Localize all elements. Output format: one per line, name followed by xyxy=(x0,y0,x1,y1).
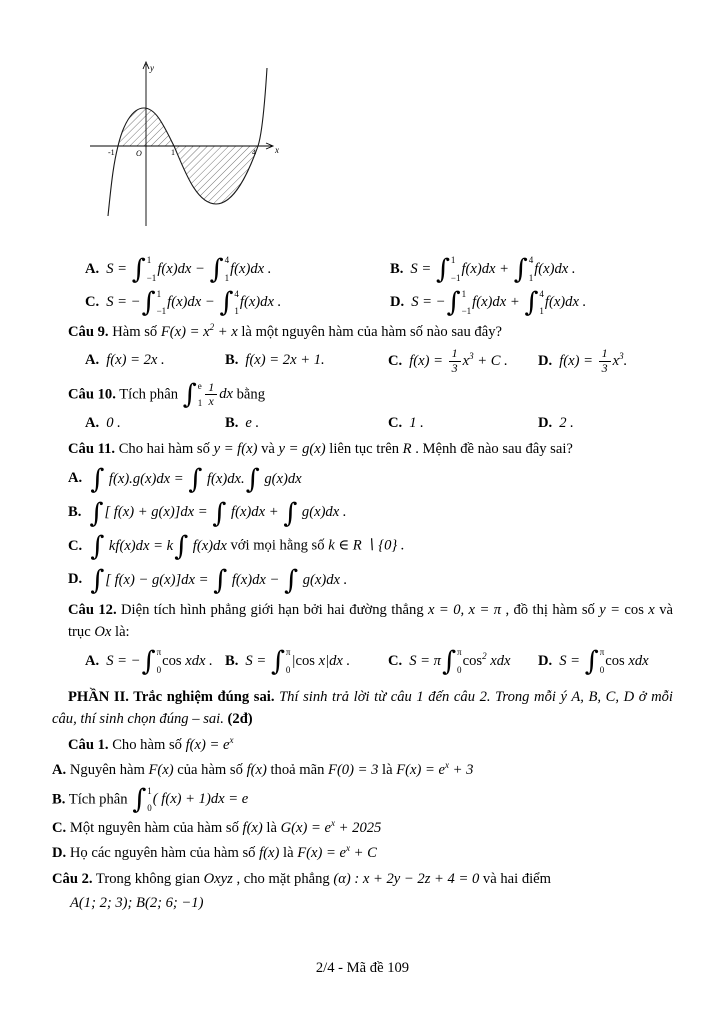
option-q12-A xyxy=(85,646,225,677)
q8-options-row-2 xyxy=(52,288,673,319)
option-q12-C xyxy=(388,646,538,677)
option-label: C. xyxy=(68,537,83,554)
part2-q1-option-A: A. Nguyên hàm F(x) của hàm số f(x) thoả mãn F(0) = 3 là $F(x) = e^x + 3$ xyxy=(52,759,474,778)
option-label: B. xyxy=(225,352,239,369)
part2-q1-option-C: C. Một nguyên hàm của hàm số f(x) là $G(x) = e^x + 2025$ xyxy=(52,818,382,837)
option-label: D. xyxy=(390,294,405,311)
q12-options xyxy=(52,646,673,677)
option-math: S = − ∫ 1 −1 f(x)dx + ∫ 4 1 f(x)dx . xyxy=(411,287,587,319)
option-content: ∫ kf(x)dx = k ∫ f(x)dx với mọi hằng số k ∈ R ∖ {0} . xyxy=(90,531,405,563)
option-math: f(x) = 2x + 1. xyxy=(245,352,325,369)
option-q11-D xyxy=(52,565,673,596)
part2-q1-option-B: B. Tích phân ∫ 1 0 ( f(x) + 1)dx = e xyxy=(52,784,249,816)
option-math: S = π ∫ π 0 $\cos^2$ xdx xyxy=(409,646,511,678)
option-q12-D xyxy=(538,646,649,677)
option-q8-D xyxy=(390,288,586,319)
option-math: S = ∫ 1 −1 f(x)dx − ∫ 4 1 f(x)dx . xyxy=(106,253,272,285)
tick-label-1: 1 xyxy=(171,148,175,157)
option-q11-B xyxy=(52,498,673,529)
option-label: D. xyxy=(538,653,553,670)
option-math: S = ∫ π 0 |cos x|dx . xyxy=(245,646,351,678)
page-footer: 2/4 - Mã đề 109 xyxy=(315,960,410,977)
q10-options xyxy=(52,413,673,435)
tick-label-4: 4 xyxy=(252,148,256,157)
option-q8-A xyxy=(85,254,390,285)
option-math: 0 . xyxy=(106,415,121,432)
option-math: e . xyxy=(245,415,260,432)
option-math: S = − ∫ π 0 cos xdx . xyxy=(106,646,213,678)
option-content: ∫ [ f(x) − g(x)]dx = ∫ f(x)dx − ∫ g(x)dx . xyxy=(90,564,348,596)
option-label: A. xyxy=(68,470,83,487)
y-axis-label: y xyxy=(150,63,154,73)
option-label: C. xyxy=(388,415,403,432)
option-q8-C xyxy=(85,288,390,319)
option-label: C. xyxy=(388,352,403,369)
option-content: ∫ f(x).g(x)dx = ∫ f(x)dx. ∫ g(x)dx xyxy=(90,463,302,495)
option-math: f(x) = 2x . xyxy=(106,352,165,369)
option-q11-C xyxy=(52,531,673,562)
option-math: 2 . xyxy=(559,415,574,432)
option-math: f(x) = $\frac{1}{3}$ $x^3$. xyxy=(559,346,628,375)
option-q10-C xyxy=(388,413,538,435)
origin-label: O xyxy=(136,149,142,158)
option-label: D. xyxy=(538,415,553,432)
option-label: B. xyxy=(225,653,239,670)
function-graph-svg xyxy=(76,58,286,236)
option-label: D. xyxy=(538,352,553,369)
part2-q2-stem: Câu 2. Trong không gian Oxyz , cho mặt phẳng (α) : x + 2y − 2z + 4 = 0 và hai điểm xyxy=(52,871,552,888)
part2-q1-option-D: D. Họ các nguyên hàm của hàm số f(x) là $F(x) = e^x + C$ xyxy=(52,843,377,862)
option-label: C. xyxy=(85,294,100,311)
option-q12-B xyxy=(225,646,388,677)
q11-stem: Câu 11. Cho hai hàm số y = f(x) và y = g(x) liên tục trên R . Mệnh đề nào sau đây sai? xyxy=(68,441,573,458)
q9-stem: Câu 9. Hàm số $F(x) = x^2 + x$ là một nguyên hàm của hàm số nào sau đây? xyxy=(68,322,502,341)
option-math: S = ∫ 1 −1 f(x)dx + ∫ 4 1 f(x)dx . xyxy=(410,253,576,285)
q12-stem: Câu 12. Diện tích hình phẳng giới hạn bởi hai đường thẳng x = 0, x = π , đồ thị hàm số y = cos x và trục Ox là: xyxy=(68,601,673,640)
option-label: D. xyxy=(68,571,83,588)
q10-stem: Câu 10. Tích phân ∫ e 1 $\frac{1}{x}$ dx bằng xyxy=(68,379,266,411)
option-label: A. xyxy=(85,415,100,432)
option-q10-D xyxy=(538,413,574,435)
option-label: B. xyxy=(68,504,82,521)
option-q11-A xyxy=(52,464,673,495)
option-q10-A xyxy=(85,413,225,435)
part2-heading: PHẦN II. Trắc nghiệm đúng sai. Thí sinh trả lời từ câu 1 đến câu 2. Trong mỗi ý A, B, C, D ở mỗi câu, thí sinh chọn đúng – sai. (2đ) xyxy=(52,689,673,727)
option-label: A. xyxy=(85,653,100,670)
option-label: A. xyxy=(85,260,100,277)
q8-options-row-1 xyxy=(52,254,673,285)
option-q9-B xyxy=(225,350,388,372)
tick-label-minus1: -1 xyxy=(108,148,115,157)
graph-figure xyxy=(76,58,673,244)
part2-q2-points: A(1; 2; 3); B(2; 6; −1) xyxy=(70,894,204,911)
option-math: 1 . xyxy=(409,415,424,432)
option-q9-A xyxy=(85,350,225,372)
option-q8-B xyxy=(390,254,576,285)
option-math: S = − ∫ 1 −1 f(x)dx − ∫ 4 1 f(x)dx . xyxy=(106,287,282,319)
option-label: B. xyxy=(390,260,404,277)
option-label: C. xyxy=(388,653,403,670)
part2-q1-stem: Câu 1. Cho hàm số $f(x) = e^x$ xyxy=(68,735,234,753)
option-label: A. xyxy=(85,352,100,369)
option-content: ∫ [ f(x) + g(x)]dx = ∫ f(x)dx + ∫ g(x)dx . xyxy=(89,497,347,529)
option-q9-D xyxy=(538,347,627,376)
x-axis-label: x xyxy=(275,145,279,155)
option-q9-C xyxy=(388,347,538,376)
q9-options xyxy=(52,347,673,376)
option-math: f(x) = $\frac{1}{3}$ $x^3 + C$ . xyxy=(409,346,508,375)
option-q10-B xyxy=(225,413,388,435)
option-label: B. xyxy=(225,415,239,432)
option-math: S = ∫ π 0 cos xdx xyxy=(559,646,649,678)
